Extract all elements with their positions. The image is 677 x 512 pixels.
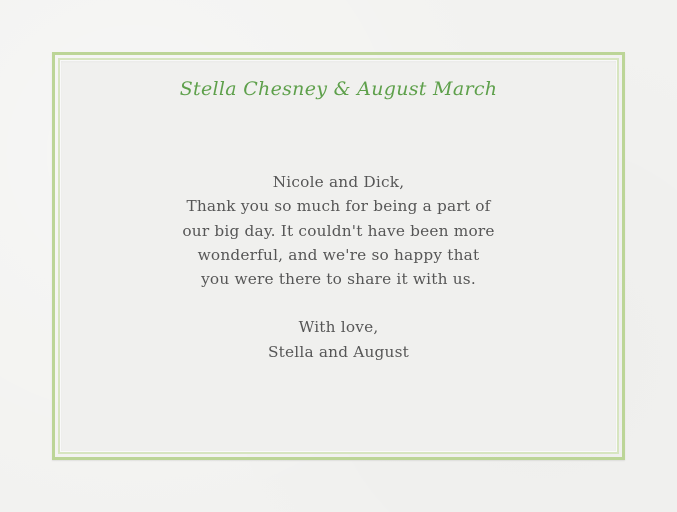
closing: With love, <box>298 318 379 337</box>
message-line: you were there to share it with us. <box>201 270 476 289</box>
message-line: Thank you so much for being a part of <box>186 197 491 216</box>
signature: Stella and August <box>267 342 409 361</box>
couple-names: Stella Chesney & August March <box>179 78 498 100</box>
card-message <box>58 170 619 364</box>
message-line: wonderful, and we're so happy that <box>197 245 480 264</box>
message-line: our big day. It couldn't have been more <box>182 221 495 240</box>
greeting: Nicole and Dick, <box>272 173 405 191</box>
paragraph-gap <box>58 291 619 315</box>
